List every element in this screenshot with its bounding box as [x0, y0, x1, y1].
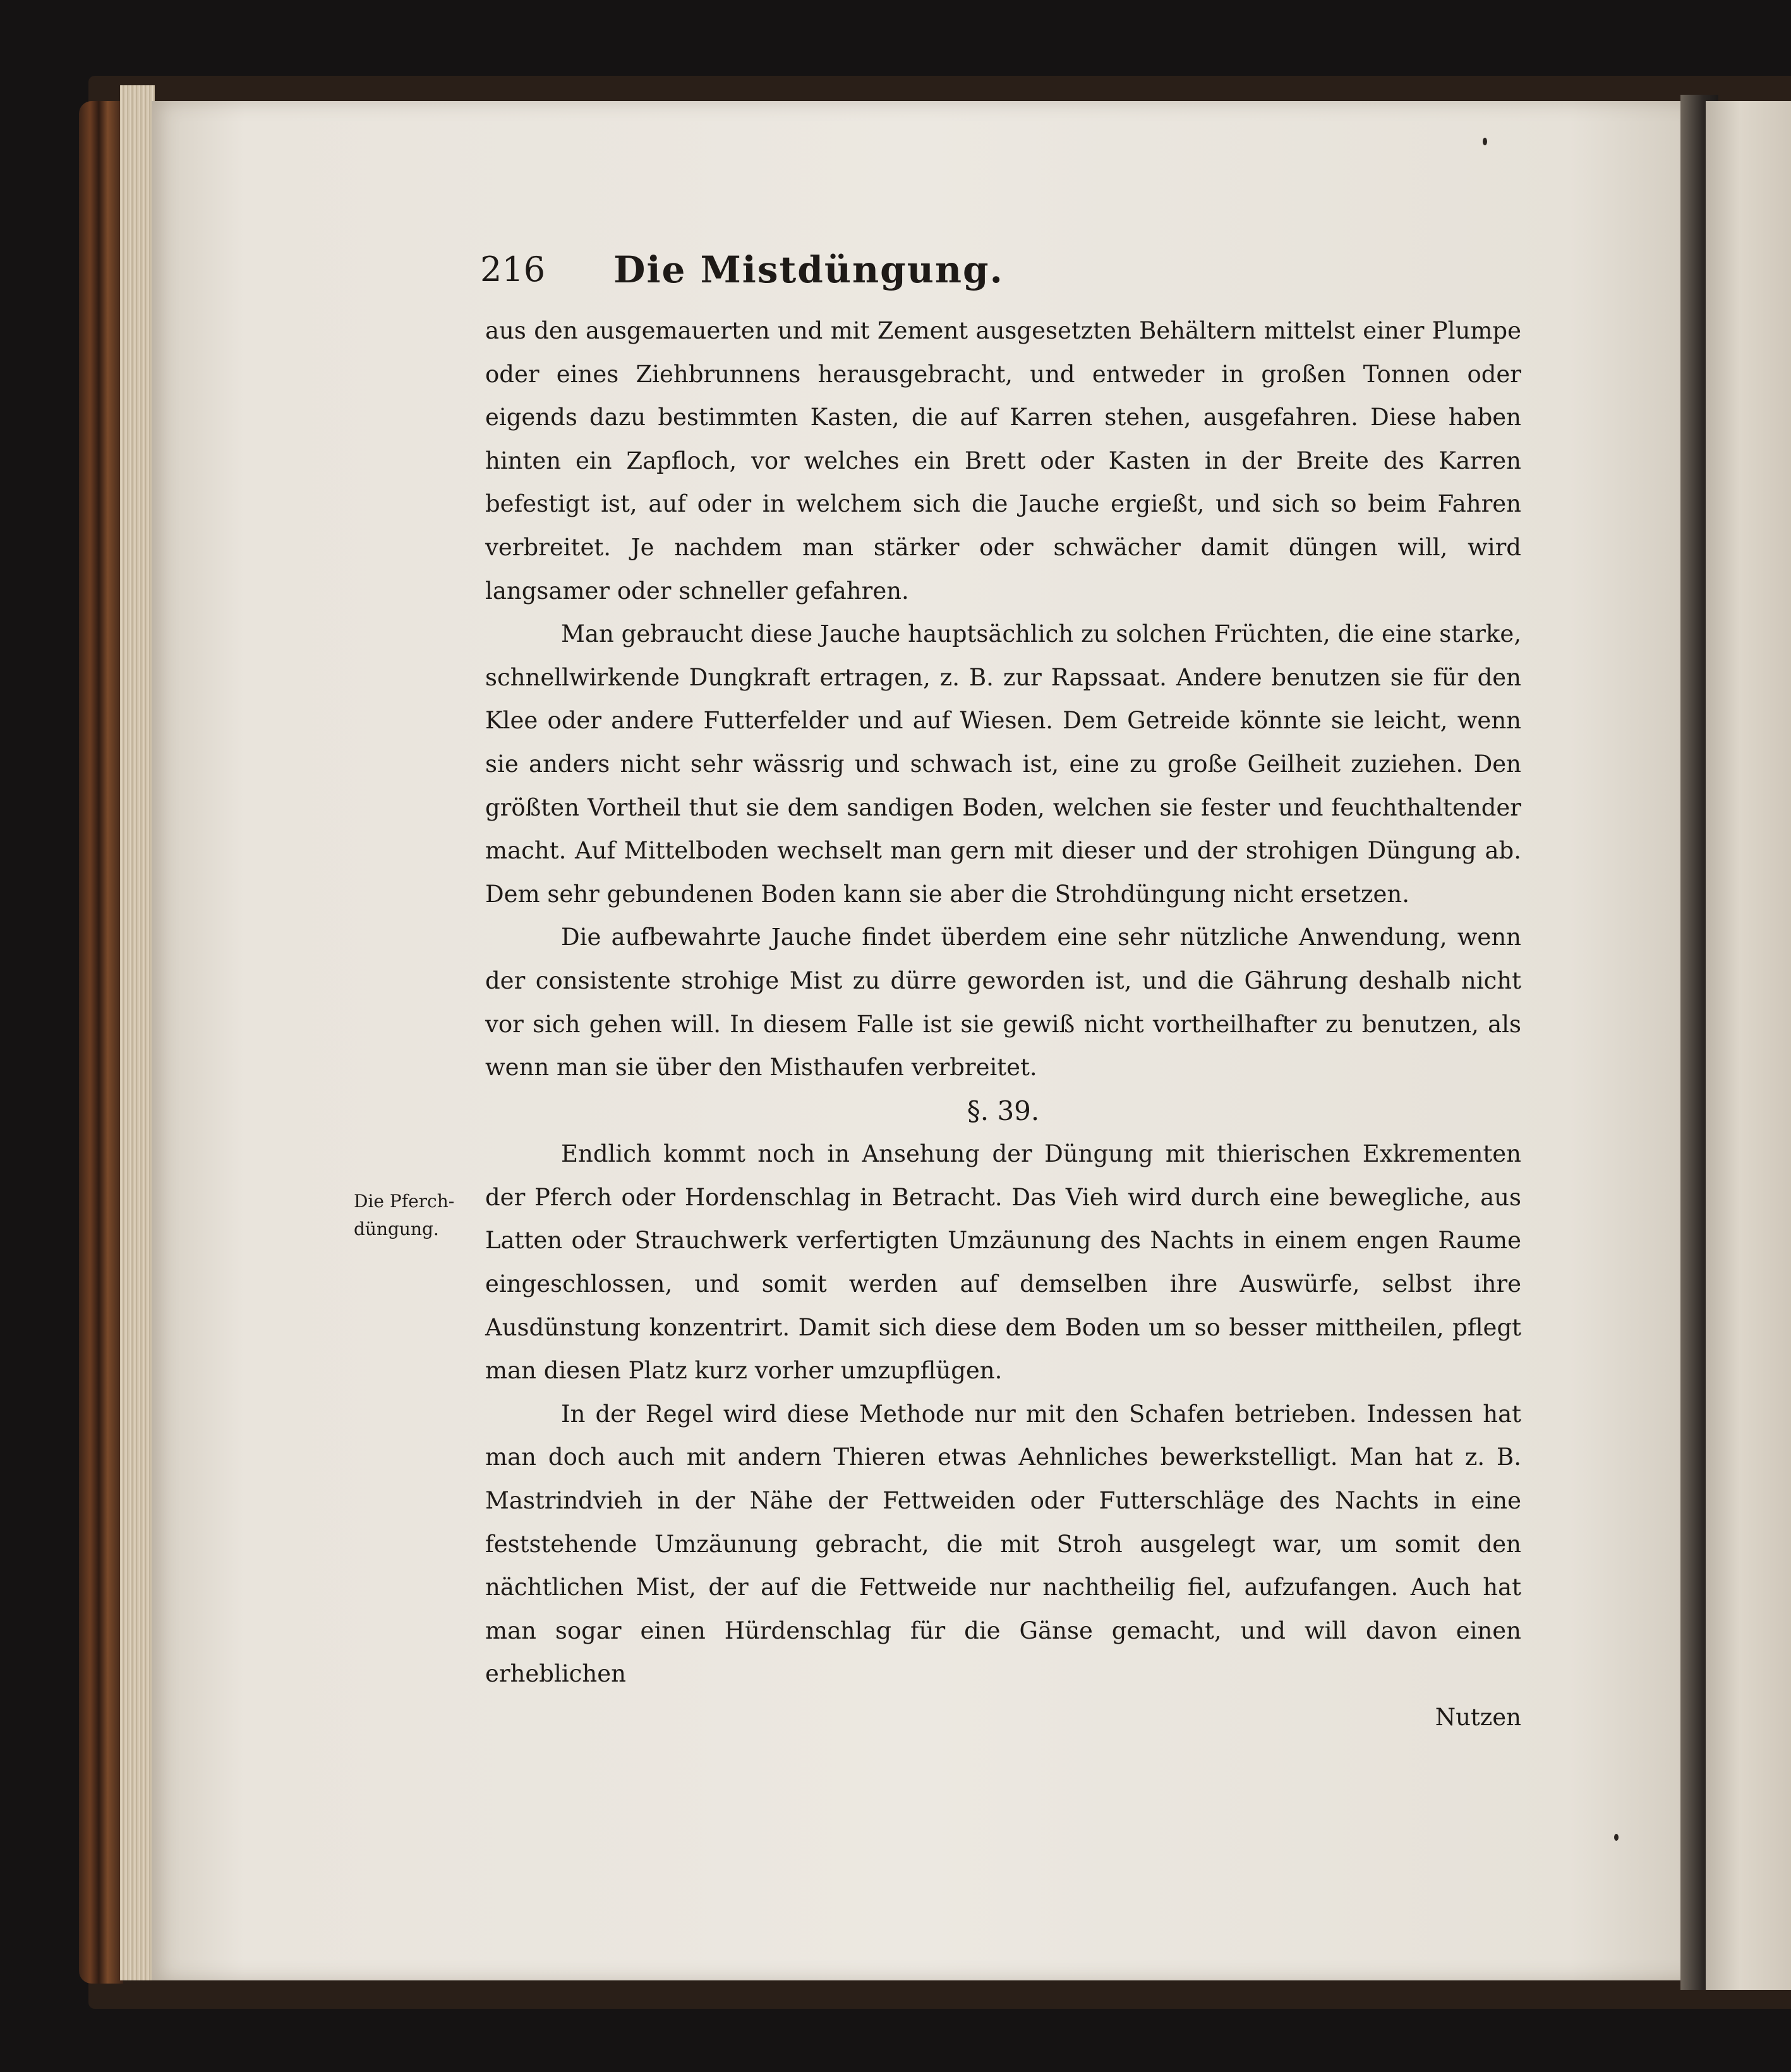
- paragraph: Man gebraucht diese Jauche hauptsächlich zu solchen Früchten, die eine starke, schnellwirkende Dungkraft ertragen, z. B. zur Rapssaat. Andere benutzen sie für den Klee oder andere Futterfelder und auf Wiesen. Dem Getreide könnte sie leicht, wenn sie anders nicht sehr wässrig und schwach ist, eine zu große Geilheit zuziehen. Den größten Vortheil thut sie dem sandigen Boden, welchen sie fester und feuchthaltender macht. Auf Mittelboden wechselt man gern mit dieser und der strohigen Düngung ab. Dem sehr gebundenen Boden kann sie aber die Strohdüngung nicht ersetzen.: [485, 620, 1521, 908]
- facing-page-edge: [1706, 101, 1791, 1990]
- paragraph: Endlich kommt noch in Ansehung der Düngung mit thierischen Exkrementen der Pferch oder Hordenschlag in Betracht. Das Vieh wird durch eine bewegliche, aus Latten oder Strauchwerk verfertigten Umzäunung des Nachts in einem engen Raume eingeschlossen, und somit werden auf demselben ihre Auswürfe, selbst ihre Ausdünstung konzentrirt. Damit sich diese dem Boden um so besser mittheilen, pflegt man diesen Platz kurz vorher umzupflügen.: [485, 1140, 1521, 1385]
- paragraph: Die aufbewahrte Jauche findet überdem eine sehr nützliche Anwendung, wenn der consistente strohige Mist zu dürre geworden ist, und die Gährung deshalb nicht vor sich gehen will. In diesem Falle ist sie gewiß nicht vortheilhafter zu benutzen, als wenn man sie über den Misthaufen verbreitet.: [485, 924, 1521, 1081]
- marginal-note-line: Die Pferch-: [354, 1191, 455, 1212]
- marginal-note-line: düngung.: [354, 1219, 439, 1239]
- body-text: [485, 310, 1521, 1740]
- marbled-cover-edge: [79, 101, 123, 1984]
- running-head: [480, 248, 1137, 292]
- paragraph: aus den ausgemauerten und mit Zement ausgesetzten Behältern mittelst einer Plumpe oder eines Ziehbrunnens herausgebracht, und entweder in großen Tonnen oder eigends dazu bestimmten Kasten, die auf Karren stehen, ausgefahren. Diese haben hinten ein Zapfloch, vor welches ein Brett oder Kasten in der Breite des Karren befestigt ist, auf oder in welchem sich die Jauche ergießt, und sich so beim Fahren verbreitet. Je nachdem man stärker oder schwächer damit düngen will, wird langsamer oder schneller gefahren.: [485, 317, 1521, 605]
- marginal-note: [354, 1188, 467, 1243]
- catchword: Nutzen: [1435, 1704, 1521, 1731]
- page-title: Die Mistdüngung.: [613, 248, 1004, 291]
- paragraph: In der Regel wird diese Methode nur mit den Schafen betrieben. Indessen hat man doch auch mit andern Thieren etwas Aehnliches bewerkstelligt. Man hat z. B. Mastrindvieh in der Nähe der Fettweiden oder Futterschläge des Nachts in eine feststehende Umzäunung gebracht, die mit Stroh ausgelegt war, um somit den nächtlichen Mist, der auf die Fettweide nur nachtheilig fiel, aufzufangen. Auch hat man sogar einen Hürdenschlag für die Gänse gemacht, und will davon einen erheblichen: [485, 1400, 1521, 1688]
- section-heading: §. 39.: [967, 1095, 1040, 1126]
- page-edges: [120, 85, 155, 1980]
- page-number: 216: [480, 250, 546, 289]
- ink-speck: [1614, 1834, 1619, 1841]
- ink-speck: [1483, 138, 1487, 145]
